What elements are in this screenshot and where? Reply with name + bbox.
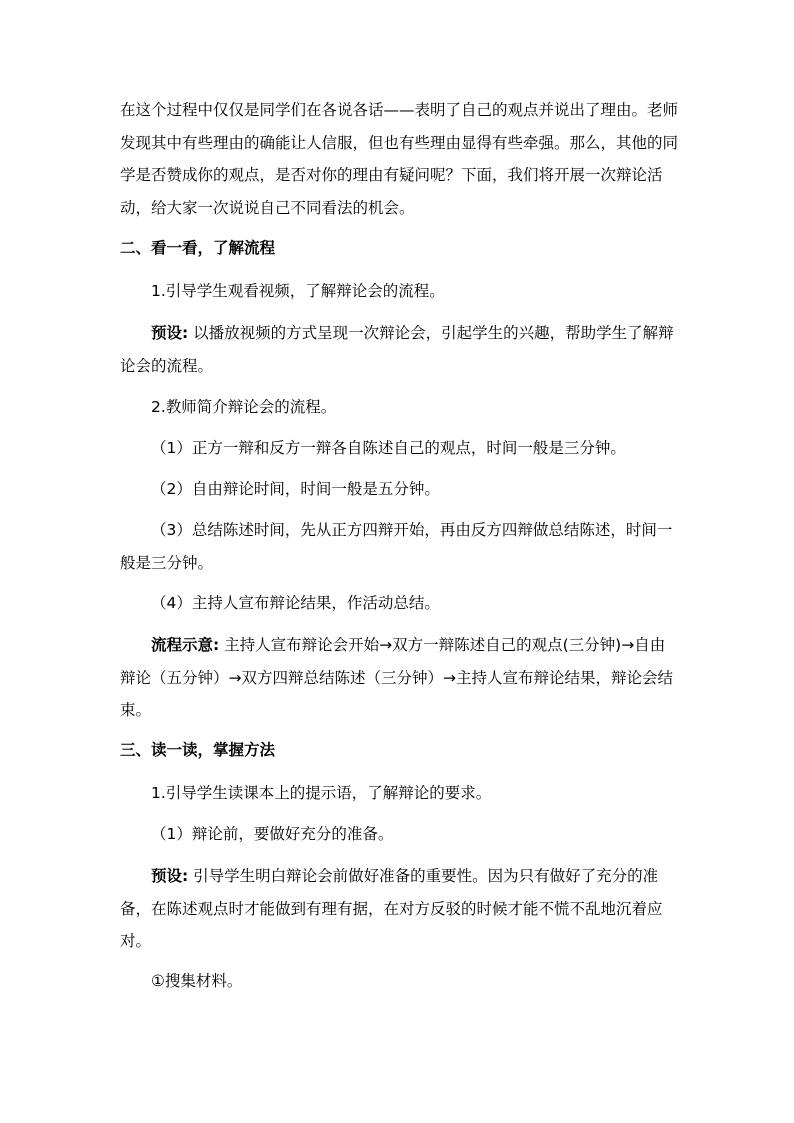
- intro-paragraph: 在这个过程中仅仅是同学们在各说各话——表明了自己的观点并说出了理由。老师发现其中有些理由的确能让人信服，但也有些理由显得有些牵强。那么，其他的同学是否赞成你的观点，是否对你的理由有疑问呢？下面，我们将开展一次辩论活动，给大家一次说说自己不同看法的机会。: [120, 101, 679, 217]
- preset-label: 预设:: [151, 867, 189, 885]
- section-heading-3: 三、读一读，掌握方法: [120, 741, 276, 759]
- flow-step-4: （4）主持人宣布辩论结果，作活动总结。: [151, 594, 440, 612]
- preset-text: 引导学生明白辩论会前做好准备的重要性。因为只有做好了充分的准备，在陈述观点时才能做到有理有据，在对方反驳的时候才能不慌不乱地沉着应对。: [120, 867, 663, 950]
- preset-text: 以播放视频的方式呈现一次辩论会，引起学生的兴趣，帮助学生了解辩论会的流程。: [120, 324, 674, 375]
- preset-label: 预设:: [151, 324, 189, 342]
- section2-item-1: 1.引导学生观看视频，了解辩论会的流程。: [151, 282, 445, 300]
- section2-item-2: 2.教师简介辩论会的流程。: [151, 398, 337, 416]
- section3-circle-item-1: ①搜集材料。: [151, 972, 243, 990]
- section3-item-1: 1.引导学生读课本上的提示语，了解辩论的要求。: [151, 784, 492, 802]
- flow-text: 主持人宣布辩论会开始→双方一辩陈述自己的观点(三分钟)→自由辩论（五分钟）→双方四辩总结陈述（三分钟）→主持人宣布辩论结果，辩论会结束。: [120, 636, 673, 719]
- flow-step-3: （3）总结陈述时间，先从正方四辩开始，再由反方四辩做总结陈述，时间一般是三分钟。: [120, 521, 673, 572]
- flow-label: 流程示意:: [151, 636, 220, 654]
- section2-preset-paragraph: [120, 317, 680, 382]
- section-heading-2: 二、看一看，了解流程: [120, 239, 276, 257]
- section3-preset-paragraph: [120, 860, 680, 958]
- flow-diagram-paragraph: [120, 629, 680, 727]
- flow-step-2: （2）自由辩论时间，时间一般是五分钟。: [151, 480, 440, 498]
- section3-sub-1: （1）辩论前，要做好充分的准备。: [151, 825, 394, 843]
- flow-step-1: （1）正方一辩和反方一辩各自陈述自己的观点，时间一般是三分钟。: [151, 439, 626, 457]
